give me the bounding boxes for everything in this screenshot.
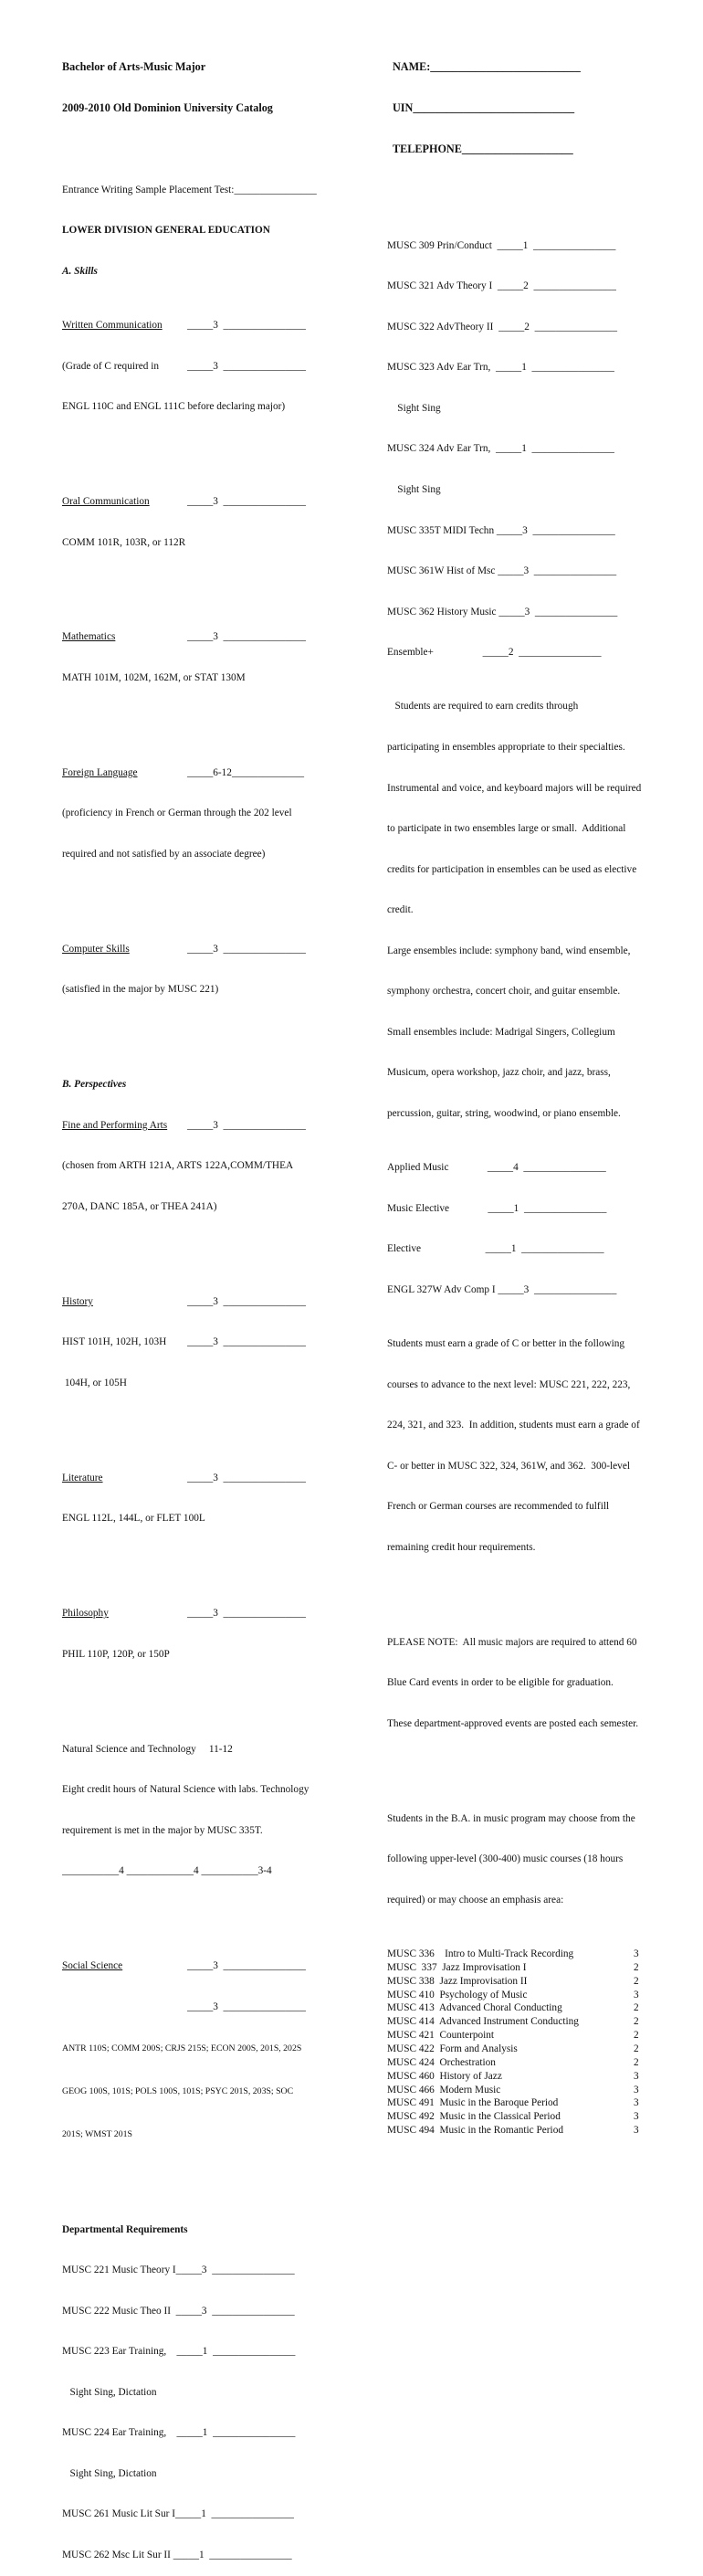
- math-credit[interactable]: _____3 ________________: [187, 631, 306, 643]
- ba-text: required) or may choose an emphasis area:: [387, 1894, 564, 1906]
- elective-course: MUSC 337 Jazz Improvisation I: [387, 1961, 527, 1973]
- spacer: [62, 713, 363, 726]
- dept-row[interactable]: MUSC 261 Music Lit Sur I_____1 ________________: [62, 2508, 294, 2520]
- written-requirement: ENGL 110C and ENGL 111C before declaring major): [62, 401, 286, 413]
- spacer: [387, 1758, 679, 1771]
- fine-arts-note2: 270A, DANC 185A, or THEA 241A): [62, 1200, 217, 1212]
- ba-text: following upper-level (300-400) music courses (18 hours: [387, 1853, 624, 1865]
- history-credit[interactable]: _____3 ________________: [187, 1295, 306, 1307]
- philosophy-credit[interactable]: _____3 ________________: [187, 1608, 306, 1620]
- course-note: Sight Sing: [387, 402, 441, 414]
- natsci-blanks[interactable]: ___________4 _____________4 ___________3-4: [62, 1865, 272, 1877]
- natsci-note2: requirement is met in the major by MUSC 335T.: [62, 1824, 263, 1836]
- elective-course: MUSC 466 Modern Music: [387, 2084, 501, 2096]
- dept-heading: Departmental Requirements: [62, 2223, 188, 2235]
- elective-row: [387, 2029, 648, 2043]
- history-credit2[interactable]: _____3 ________________: [187, 1336, 306, 1348]
- computer-label: Computer Skills: [62, 943, 130, 955]
- ensemble-text: Students are required to earn credits through: [387, 701, 579, 713]
- spacer: [62, 576, 363, 590]
- fine-arts-label: Fine and Performing Arts: [62, 1119, 168, 1131]
- social-list1: ANTR 110S; COMM 200S; CRJS 215S; ECON 200S, 201S, 202S: [62, 2043, 302, 2054]
- literature-row: [62, 1472, 363, 1485]
- ensemble-text: percussion, guitar, string, woodwind, or piano ensemble.: [387, 1107, 621, 1119]
- social-list2: GEOG 100S, 101S; POLS 100S, 101S; PSYC 201S, 203S; SOC: [62, 2085, 294, 2096]
- math-label: Mathematics: [62, 631, 116, 643]
- math-row: [62, 630, 363, 644]
- left-column: [62, 33, 363, 2576]
- social-row2: [62, 2001, 363, 2014]
- course-row[interactable]: MUSC 335T MIDI Techn _____3 ________________: [387, 524, 615, 536]
- dept-row[interactable]: MUSC 224 Ear Training, _____1 ________________: [62, 2427, 296, 2439]
- telephone-field[interactable]: TELEPHONE____________________: [393, 143, 573, 156]
- dept-row[interactable]: MUSC 223 Ear Training, _____1 ________________: [62, 2346, 296, 2358]
- dept-row[interactable]: MUSC 221 Music Theory I_____3 ________________: [62, 2265, 295, 2276]
- ensemble-text: participating in ensembles appropriate to their specialties.: [387, 742, 625, 753]
- spacer: [62, 1417, 363, 1431]
- right-column: [387, 33, 679, 2151]
- elective-hours: 3: [634, 2111, 639, 2123]
- written-label: Written Communication: [62, 320, 163, 332]
- ensemble-text: Small ensembles include: Madrigal Singers, Collegium: [387, 1026, 615, 1038]
- course-row[interactable]: MUSC 362 History Music _____3 ________________: [387, 606, 618, 618]
- spacer: [387, 1581, 679, 1595]
- elective-course: MUSC 410 Psychology of Music: [387, 1989, 528, 2001]
- placement-test[interactable]: Entrance Writing Sample Placement Test:________________: [62, 184, 317, 195]
- elective-hours: 2: [634, 2016, 639, 2028]
- written-credit2[interactable]: _____3 ________________: [187, 360, 306, 372]
- literature-courses: ENGL 112L, 144L, or FLET 100L: [62, 1513, 205, 1525]
- oral-credit[interactable]: _____3 ________________: [187, 496, 306, 507]
- computer-note: (satisfied in the major by MUSC 221): [62, 984, 219, 996]
- elective-list: [387, 1948, 648, 2138]
- elective-row: [387, 1961, 648, 1975]
- spacer: [62, 1553, 363, 1567]
- elective-course: MUSC 421 Counterpoint: [387, 2030, 495, 2042]
- social-row: [62, 1959, 363, 1973]
- grade-text: courses to advance to the next level: MUSC 221, 222, 223,: [387, 1378, 631, 1390]
- course-row[interactable]: MUSC 361W Hist of Msc _____3 ________________: [387, 565, 617, 577]
- elective-row: [387, 2056, 648, 2070]
- computer-credit[interactable]: _____3 ________________: [187, 943, 306, 955]
- elective-course: MUSC 338 Jazz Improvisation II: [387, 1975, 528, 1987]
- grade-text: Students must earn a grade of C or better in the following: [387, 1338, 625, 1350]
- ensemble-text: to participate in two ensembles large or small. Additional: [387, 823, 626, 835]
- history-row: [62, 1295, 363, 1309]
- elective-course: MUSC 494 Music in the Romantic Period: [387, 2125, 563, 2137]
- elective-course: MUSC 491 Music in the Baroque Period: [387, 2097, 559, 2109]
- elective-row: [387, 2110, 648, 2124]
- written-note: (Grade of C required in: [62, 360, 160, 372]
- elective-row: [387, 1975, 648, 1989]
- elective-hours: 3: [634, 1989, 639, 2001]
- history-courses: HIST 101H, 102H, 103H: [62, 1336, 167, 1348]
- social-credit[interactable]: _____3 ________________: [187, 1960, 306, 1972]
- fine-arts-note1: (chosen from ARTH 121A, ARTS 122A,COMM/THEA: [62, 1160, 294, 1172]
- foreign-row: [62, 766, 363, 780]
- name-field[interactable]: NAME:___________________________: [393, 59, 581, 73]
- elective-hours: 2: [634, 1961, 639, 1973]
- spacer: [62, 2169, 363, 2182]
- elective-course: MUSC 460 History of Jazz: [387, 2070, 502, 2082]
- elective-row: [387, 1989, 648, 2002]
- dept-row[interactable]: MUSC 262 Msc Lit Sur II _____1 ________________: [62, 2549, 292, 2560]
- elective-course: MUSC 413 Advanced Choral Conducting: [387, 2002, 562, 2014]
- doc-subtitle: 2009-2010 Old Dominion University Catalog: [62, 100, 273, 114]
- ensemble-text: symphony orchestra, concert choir, and guitar ensemble.: [387, 986, 621, 998]
- social-credit2[interactable]: _____3 ________________: [187, 2001, 306, 2012]
- spacer: [62, 1024, 363, 1038]
- elective-hours: 2: [634, 2030, 639, 2042]
- grade-text: French or German courses are recommended to fulfill: [387, 1501, 610, 1513]
- written-row2: [62, 360, 363, 374]
- dept-row-note: Sight Sing, Dictation: [62, 2386, 157, 2398]
- ensemble-text: Instrumental and voice, and keyboard majors will be required: [387, 782, 642, 794]
- spacer: [62, 441, 363, 455]
- natsci-note1: Eight credit hours of Natural Science with labs. Technology: [62, 1784, 310, 1796]
- elective-hours: 3: [634, 2125, 639, 2137]
- history-row2: [62, 1336, 363, 1349]
- elective-hours: 3: [634, 2084, 639, 2096]
- foreign-note2: required and not satisfied by an associate degree): [62, 848, 266, 860]
- oral-courses: COMM 101R, 103R, or 112R: [62, 536, 186, 548]
- elective-hours: 2: [634, 1975, 639, 1987]
- elective-row: [387, 2084, 648, 2097]
- elective-hours: 2: [634, 2043, 639, 2054]
- foreign-label: Foreign Language: [62, 766, 138, 778]
- ensemble-text: credit.: [387, 904, 414, 916]
- elective-row: [387, 2043, 648, 2056]
- history-label: History: [62, 1295, 93, 1307]
- perspectives-heading: B. Perspectives: [62, 1079, 127, 1091]
- dept-row-note: Sight Sing, Dictation: [62, 2467, 157, 2479]
- fine-arts-row: [62, 1119, 363, 1133]
- social-label: Social Science: [62, 1960, 123, 1972]
- uin-field[interactable]: UIN_____________________________: [393, 100, 575, 114]
- course-row[interactable]: Elective _____1 ________________: [387, 1243, 604, 1255]
- literature-credit[interactable]: _____3 ________________: [187, 1472, 306, 1483]
- oral-row: [62, 495, 363, 509]
- spacer: [62, 888, 363, 902]
- spacer: [62, 1688, 363, 1702]
- philosophy-row: [62, 1607, 363, 1621]
- oral-label: Oral Communication: [62, 496, 150, 507]
- elective-hours: 2: [634, 2056, 639, 2068]
- written-row: [62, 319, 363, 333]
- course-row[interactable]: Applied Music _____4 ________________: [387, 1162, 606, 1174]
- computer-row: [62, 943, 363, 956]
- ba-text: Students in the B.A. in music program may choose from the: [387, 1812, 635, 1824]
- spacer: [62, 143, 363, 156]
- grade-text: C- or better in MUSC 322, 324, 361W, and 362. 300-level: [387, 1460, 630, 1472]
- course-row[interactable]: ENGL 327W Adv Comp I _____3 ________________: [387, 1283, 617, 1295]
- elective-course: MUSC 424 Orchestration: [387, 2056, 496, 2068]
- ensemble-text: Musicum, opera workshop, jazz choir, and jazz, brass,: [387, 1067, 611, 1079]
- elective-hours: 3: [634, 2070, 639, 2082]
- philosophy-label: Philosophy: [62, 1608, 109, 1620]
- course-row[interactable]: MUSC 323 Adv Ear Trn, _____1 ________________: [387, 362, 614, 374]
- doc-title: Bachelor of Arts-Music Major: [62, 59, 206, 73]
- ensemble-text: Large ensembles include: symphony band, wind ensemble,: [387, 945, 631, 956]
- course-row[interactable]: MUSC 322 AdvTheory II _____2 ________________: [387, 321, 617, 333]
- literature-label: Literature: [62, 1472, 103, 1483]
- elective-row: [387, 2070, 648, 2084]
- course-row[interactable]: Ensemble+ _____2 ________________: [387, 647, 602, 659]
- elective-hours: 3: [634, 2097, 639, 2109]
- dept-row[interactable]: MUSC 222 Music Theo II _____3 ________________: [62, 2305, 295, 2317]
- spacer: [62, 1906, 363, 1919]
- spacer: [387, 184, 679, 198]
- grade-text: remaining credit hour requirements.: [387, 1541, 536, 1553]
- elective-row: [387, 1948, 648, 1961]
- elective-course: MUSC 422 Form and Analysis: [387, 2043, 518, 2054]
- foreign-note1: (proficiency in French or German through the 202 level: [62, 808, 292, 819]
- foreign-credit[interactable]: _____6-12______________: [187, 766, 305, 778]
- elective-course: MUSC 414 Advanced Instrument Conducting: [387, 2016, 579, 2028]
- course-row[interactable]: MUSC 324 Adv Ear Trn, _____1 ________________: [387, 443, 614, 455]
- natsci-heading: Natural Science and Technology 11-12: [62, 1743, 233, 1755]
- written-credit[interactable]: _____3 ________________: [187, 320, 306, 332]
- elective-hours: 3: [634, 1948, 639, 1960]
- fine-arts-credit[interactable]: _____3 ________________: [187, 1119, 306, 1131]
- course-row[interactable]: MUSC 309 Prin/Conduct _____1 ________________: [387, 239, 616, 251]
- skills-heading: A. Skills: [62, 265, 98, 277]
- elective-row: [387, 2001, 648, 2015]
- elective-hours: 2: [634, 2002, 639, 2014]
- math-courses: MATH 101M, 102M, 162M, or STAT 130M: [62, 671, 246, 683]
- spacer: [62, 1240, 363, 1254]
- grade-text: 224, 321, and 323. In addition, students must earn a grade of: [387, 1420, 640, 1431]
- social-list3: 201S; WMST 201S: [62, 2128, 132, 2139]
- philosophy-courses: PHIL 110P, 120P, or 150P: [62, 1648, 170, 1660]
- course-row[interactable]: Music Elective _____1 ________________: [387, 1202, 607, 1214]
- note-text: PLEASE NOTE: All music majors are required to attend 60: [387, 1636, 637, 1648]
- lower-division-heading: LOWER DIVISION GENERAL EDUCATION: [62, 225, 270, 237]
- spacer: [62, 2001, 187, 2014]
- elective-course: MUSC 492 Music in the Classical Period: [387, 2111, 561, 2123]
- elective-row: [387, 2015, 648, 2029]
- ensemble-text: credits for participation in ensembles can be used as elective: [387, 863, 637, 875]
- elective-row: [387, 2124, 648, 2138]
- note-text: Blue Card events in order to be eligible for graduation.: [387, 1677, 614, 1689]
- note-text: These department-approved events are posted each semester.: [387, 1717, 639, 1729]
- elective-course: MUSC 336 Intro to Multi-Track Recording: [387, 1948, 574, 1960]
- course-row[interactable]: MUSC 321 Adv Theory I _____2 ________________: [387, 280, 616, 292]
- course-note: Sight Sing: [387, 483, 441, 495]
- elective-row: [387, 2096, 648, 2110]
- history-courses2: 104H, or 105H: [62, 1377, 127, 1388]
